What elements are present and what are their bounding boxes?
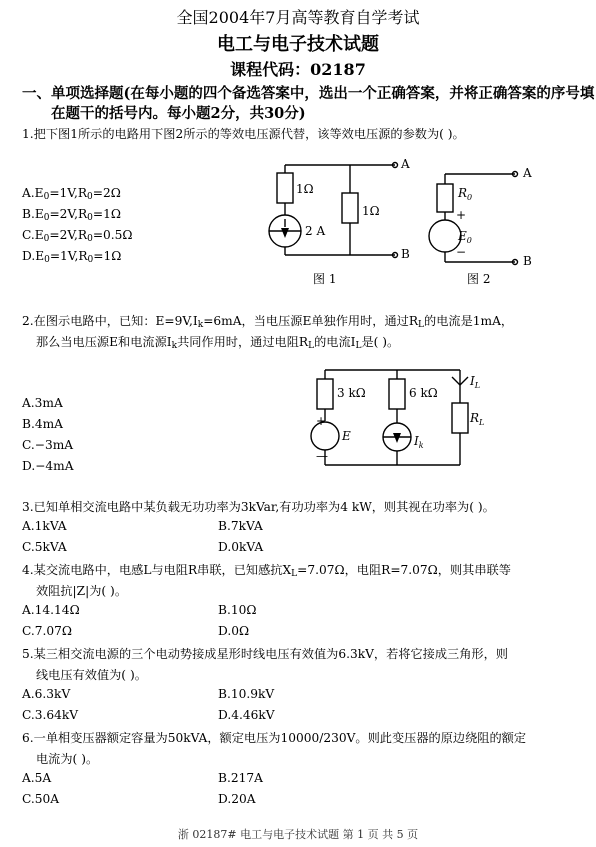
paper-title: 电工与电子技术试题: [217, 34, 379, 55]
question-6-stem-line1: 6.一单相变压器额定容量为50kVA，额定电压为10000/230V。则此变压器的原边绕阻的额定: [22, 731, 527, 745]
q1-option-a: $A.E_0=1V,R_0=2\Omega$: [22, 186, 121, 202]
q3-option-a: A.1kVA: [22, 519, 67, 533]
q4-option-a: A.14.14Ω: [22, 603, 80, 617]
fig1-terminal-a: A: [401, 157, 410, 171]
q2-r1-label: 3 kΩ: [337, 386, 366, 400]
q5-option-a: A.6.3kV: [22, 687, 71, 701]
q2-option-d: D.−4mA: [22, 459, 74, 473]
page-footer: 浙 02187# 电工与电子技术试题 第 1 页 共 5 页: [177, 828, 419, 841]
q5-option-d: D.4.46kV: [218, 708, 275, 722]
course-code: 课程代码：02187: [230, 60, 366, 79]
question-1-stem: 1.把下图1所示的电路用下图2所示的等效电压源代替，该等效电压源的参数为( )。: [22, 127, 465, 141]
q4-option-b: B.10Ω: [218, 603, 257, 617]
q2-option-b: B.4mA: [22, 417, 63, 431]
fig1-source-label: 2 A: [305, 224, 326, 238]
q6-option-c: C.50A: [22, 792, 60, 806]
question-6-stem-line2: 电流为( )。: [36, 752, 99, 766]
q5-option-b: B.10.9kV: [218, 687, 275, 701]
fig2-terminal-b: B: [523, 254, 532, 268]
exam-name: 全国2004年7月高等教育自学考试: [176, 8, 420, 27]
q4-option-d: D.0Ω: [218, 624, 250, 638]
q6-option-a: A.5A: [22, 771, 52, 785]
fig2-caption: 图 2: [467, 272, 491, 286]
fig2-e-label: $E_0$: [458, 229, 472, 245]
q1-option-c: $C.E_0=2V,R_0=0.5\Omega$: [22, 228, 133, 244]
q2-option-c: C.−3mA: [22, 438, 74, 452]
question-4-stem-line1: 4.某交流电路中，电感L与电阻R串联，已知感抗$X_L=7.07\Omega$，电阻R=7.07Ω，则其串联等: [22, 563, 511, 579]
question-5-stem-line1: 5.某三相交流电源的三个电动势接成星形时线电压有效值为6.3kV，若将它接成三角形，则: [22, 647, 508, 661]
q2-ik-label: $I_k$: [414, 434, 424, 450]
q5-option-c: C.3.64kV: [22, 708, 79, 722]
question-2-stem-line1: 2.在图示电路中，已知：$E=9V,I_k=6mA$，当电压源E单独作用时，通过$R_L$的电流是1mA，: [22, 314, 514, 330]
figure-1-svg: [255, 155, 425, 290]
q1-option-d: $D.E_0=1V,R_0=1\Omega$: [22, 249, 122, 265]
q2-option-a: A.3mA: [22, 396, 63, 410]
q2-plus: +: [316, 414, 327, 428]
figure-2-svg: [425, 160, 575, 290]
q2-rl-label: $R_L$: [470, 411, 485, 427]
fig1-caption: 图 1: [313, 272, 337, 286]
section-heading-line1: 一、单项选择题(在每小题的四个备选答案中，选出一个正确答案，并将正确答案的序号填: [22, 85, 595, 102]
fig2-terminal-a: A: [523, 166, 532, 180]
q4-option-c: C.7.07Ω: [22, 624, 73, 638]
q6-option-b: B.217A: [218, 771, 263, 785]
question-2-stem-line2: 那么当电压源E和电流源$I_k$共同作用时，通过电阻$R_L$的电流$I_L$是( )。: [36, 335, 400, 351]
q1-option-b: $B.E_0=2V,R_0=1\Omega$: [22, 207, 121, 223]
section-heading-line2: 在题干的括号内。每小题2分，共30分): [51, 105, 306, 122]
q3-option-d: D.0kVA: [218, 540, 264, 554]
fig2-plus: +: [456, 208, 467, 222]
q2-il-label: $I_L$: [470, 374, 481, 390]
question-4-stem-line2: 效阻抗|Z|为( )。: [36, 584, 128, 598]
fig2-minus: −: [456, 245, 467, 259]
q2-e-label: E: [342, 429, 351, 443]
q3-option-c: C.5kVA: [22, 540, 67, 554]
figure-1-circuit: [255, 155, 425, 290]
fig2-r-label: $R_0$: [458, 186, 473, 202]
q2-r2-label: 6 kΩ: [409, 386, 438, 400]
fig1-resistor-top-label: 1Ω: [296, 182, 314, 196]
q6-option-d: D.20A: [218, 792, 256, 806]
question-5-stem-line2: 线电压有效值为( )。: [36, 668, 147, 682]
figure-q2-circuit: [300, 365, 485, 480]
figure-q2-svg: [300, 365, 485, 480]
question-3-stem: 3.已知单相交流电路中某负载无功功率为3kVar,有功功率为4 kW，则其视在功率为( )。: [22, 500, 495, 514]
q2-minus: —: [316, 449, 328, 463]
q3-option-b: B.7kVA: [218, 519, 263, 533]
fig1-terminal-b: B: [401, 247, 410, 261]
figure-2-circuit: [425, 160, 575, 290]
fig1-resistor-right-label: 1Ω: [362, 204, 380, 218]
